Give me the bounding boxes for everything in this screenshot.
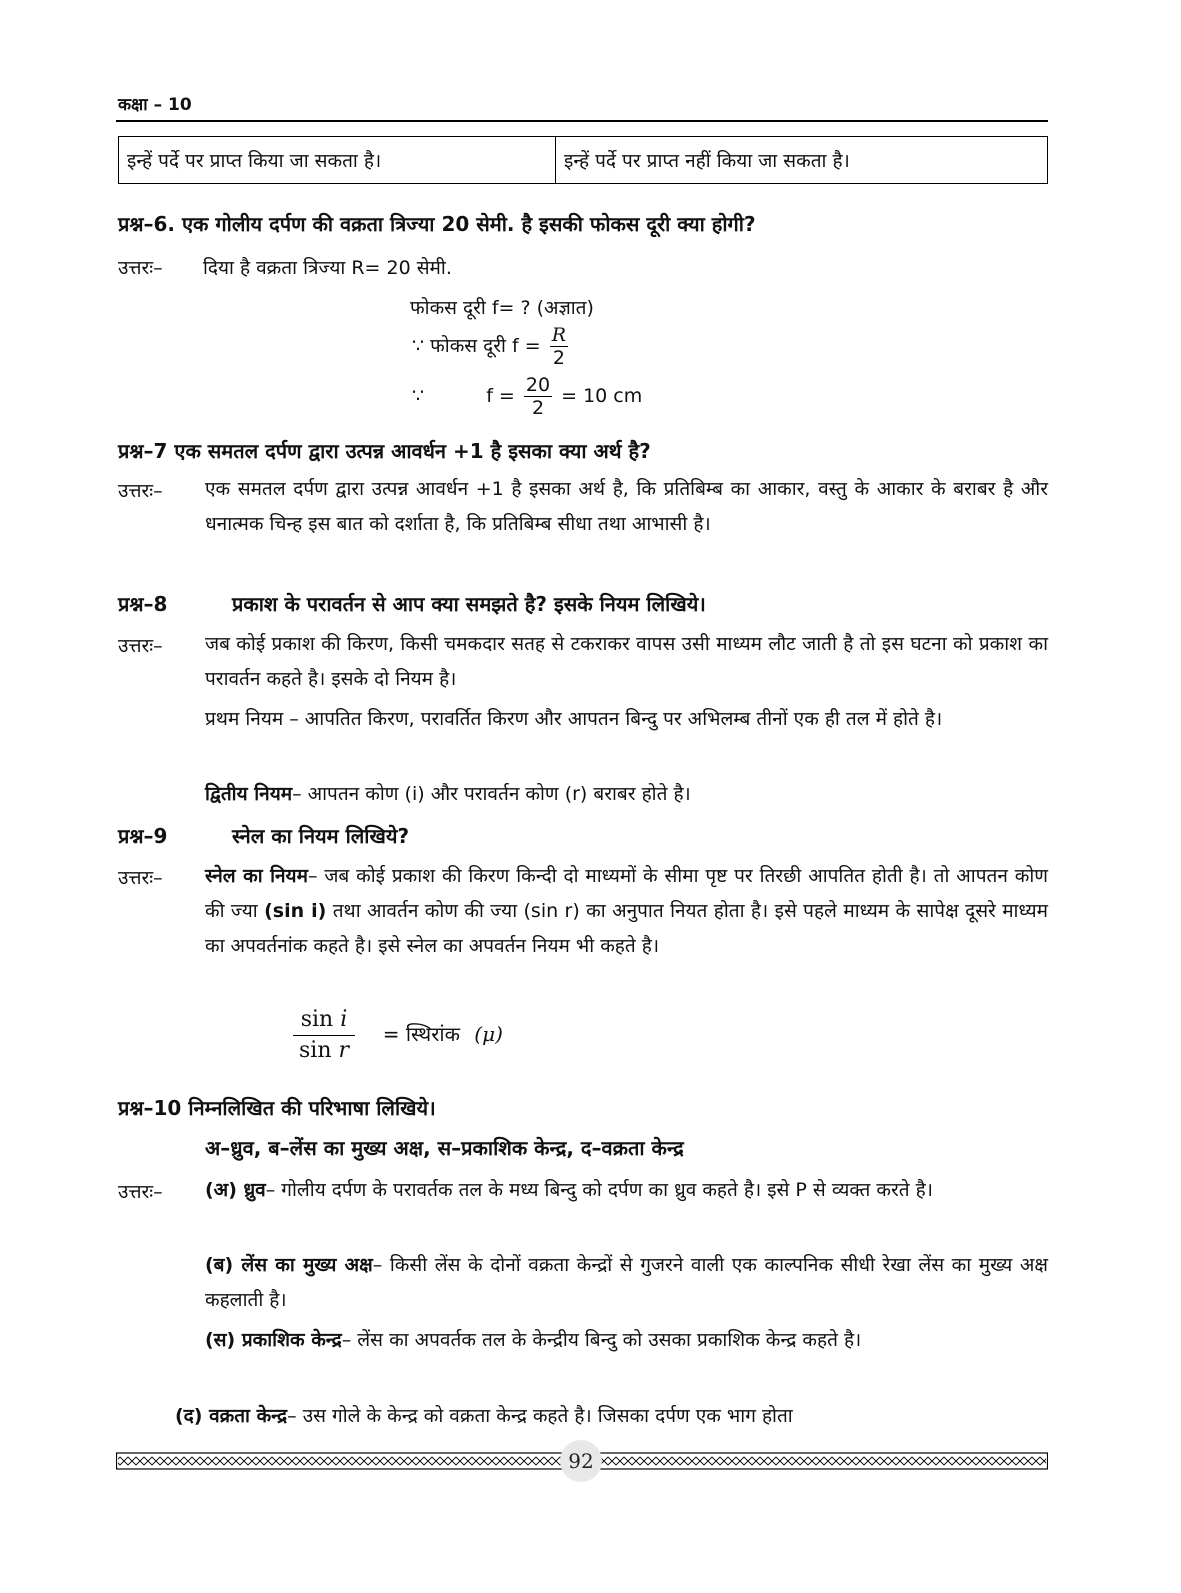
question-10: प्रश्न–10 निम्नलिखित की परिभाषा लिखिये।: [118, 1096, 436, 1120]
page-number: 92: [560, 1440, 602, 1482]
q6-line3-var: f =: [486, 385, 515, 407]
answer-label: उत्तरः–: [118, 1181, 163, 1203]
comparison-table: [118, 136, 1048, 184]
q10-c-text: – लेंस का अपवर्तक तल के केन्द्रीय बिन्दु को उसका प्रकाशिक केन्द्र कहते है।: [341, 1329, 862, 1351]
answer-label: उत्तरः–: [118, 257, 163, 279]
sin-fn: sin: [299, 1038, 332, 1063]
class-header: कक्षा – 10: [118, 95, 192, 115]
q6-fraction-r-over-2: [550, 324, 568, 369]
q6-fraction-20-over-2: [524, 374, 552, 419]
q6-result: = 10 cm: [561, 385, 643, 407]
q10-part-c: [205, 1323, 1048, 1358]
q8-law2-title: द्वितीय नियम: [205, 783, 293, 805]
answer-label: उत्तरः–: [118, 635, 163, 657]
q6-line2-prefix: ∵ फोकस दूरी f =: [412, 335, 541, 357]
header-rule: [116, 120, 1048, 122]
q10-c-title: (स) प्रकाशिक केन्द्र: [205, 1329, 342, 1351]
q6-line3-prefix: ∵: [412, 385, 425, 407]
q7-answer: एक समतल दर्पण द्वारा उत्पन्न आवर्धन +1 है इसका अर्थ है, कि प्रतिबिम्ब का आकार, वस्तु के आकार के बराबर है और धनात्मक चिन्ह इस बात को दर्शाता है, कि प्रतिबिम्ब सीधा तथा आभासी है।: [205, 478, 1048, 535]
q6-given: दिया है वक्रता त्रिज्या R= 20 सेमी.: [203, 257, 452, 279]
snell-fraction: [293, 1005, 355, 1066]
fraction-denominator: [293, 1036, 355, 1066]
var-r: r: [338, 1038, 350, 1063]
question-8-number: प्रश्न–8: [118, 592, 168, 616]
question-6: प्रश्न–6. एक गोलीय दर्पण की वक्रता त्रिज्या 20 सेमी. है इसकी फोकस दूरी क्या होगी?: [118, 212, 756, 236]
q10-a-text: – गोलीय दर्पण के परावर्तक तल के मध्य बिन्दु को दर्पण का ध्रुव कहते है। इसे P से व्यक्त करते है।: [265, 1179, 933, 1201]
q10-a-title: (अ) ध्रुव: [205, 1179, 266, 1201]
q9-sin-i: (sin i): [264, 900, 327, 922]
q8-answer: जब कोई प्रकाश की किरण, किसी चमकदार सतह से टकराकर वापस उसी माध्यम लौट जाती है तो इस घटना को प्रकाश का परावर्तन कहते है। इसके दो नियम है।: [205, 633, 1048, 690]
question-8-text: प्रकाश के परावर्तन से आप क्या समझते है? इसके नियम लिखिये।: [232, 592, 706, 616]
q10-part-a: [205, 1173, 1048, 1208]
answer-label: उत्तरः–: [118, 480, 163, 502]
q10-part-d: [175, 1399, 1048, 1434]
mu-symbol: (μ): [474, 1022, 503, 1046]
q10-part-b: [205, 1248, 1048, 1318]
table-cell-right: इन्हें पर्दे पर प्राप्त नहीं किया जा सकता है।: [556, 137, 1048, 184]
q8-law2: [205, 777, 1048, 812]
table-row: [119, 137, 1048, 184]
question-9-number: प्रश्न–9: [118, 824, 168, 848]
sin-fn: sin: [300, 1007, 334, 1032]
fraction-denominator: 2: [531, 397, 545, 419]
table-cell-left: इन्हें पर्दे पर प्राप्त किया जा सकता है।: [119, 137, 556, 184]
q6-line1: फोकस दूरी f= ? (अज्ञात): [410, 297, 594, 319]
q6-line2: [412, 324, 571, 369]
answer-label: उत्तरः–: [118, 867, 163, 889]
snell-formula: [290, 1005, 503, 1066]
fraction-denominator: 2: [552, 347, 565, 369]
fraction-numerator: R: [551, 324, 567, 346]
q10-d-title: (द) वक्रता केन्द्र: [175, 1405, 288, 1427]
fraction-numerator: 20: [525, 374, 551, 396]
snell-rhs: = स्थिरांक: [382, 1022, 460, 1046]
q9-answer: [205, 859, 1048, 964]
q8-law2-text: – आपतन कोण (i) और परावर्तन कोण (r) बराबर होते है।: [292, 783, 691, 805]
var-i: i: [340, 1007, 348, 1032]
question-7: प्रश्न–7 एक समतल दर्पण द्वारा उत्पन्न आवर्धन +1 है इसका क्या अर्थ है?: [118, 439, 651, 463]
question-9-text: स्नेल का नियम लिखिये?: [232, 824, 410, 848]
q10-subparts: अ–ध्रुव, ब–लेंस का मुख्य अक्ष, स–प्रकाशिक केन्द्र, द–वक्रता केन्द्र: [205, 1136, 684, 1160]
q9-text-b: तथा आवर्तन कोण की ज्या (sin r) का अनुपात नियत होता है। इसे पहले माध्यम के सापेक्ष दूसरे माध्यम का अपवर्तनांक कहते है। इसे स्नेल का अपवर्तन नियम भी कहते है।: [205, 900, 1049, 957]
q10-d-text: – उस गोले के केन्द्र को वक्रता केन्द्र कहते है। जिसका दर्पण एक भाग होता: [287, 1405, 793, 1427]
q9-title: स्नेल का नियम: [205, 865, 308, 887]
q8-law1: प्रथम नियम – आपतित किरण, परावर्तित किरण और आपतन बिन्दु पर अभिलम्ब तीनों एक ही तल में होते है।: [205, 708, 943, 730]
q10-b-title: (ब) लेंस का मुख्य अक्ष: [205, 1254, 373, 1276]
fraction-numerator: [293, 1005, 355, 1036]
q10-b-text: – किसी लेंस के दोनों वक्रता केन्द्रों से गुजरने वाली एक काल्पनिक सीधी रेखा लेंस का मुख्य अक्ष कहलाती है।: [205, 1254, 1048, 1311]
q9-text-a: – जब कोई प्रकाश की किरण किन्दी दो माध्यमों के सीमा पृष्ट पर तिरछी आपतित होती है। तो आपतन कोण की ज्या: [205, 865, 1048, 922]
q6-line3: [412, 374, 642, 419]
